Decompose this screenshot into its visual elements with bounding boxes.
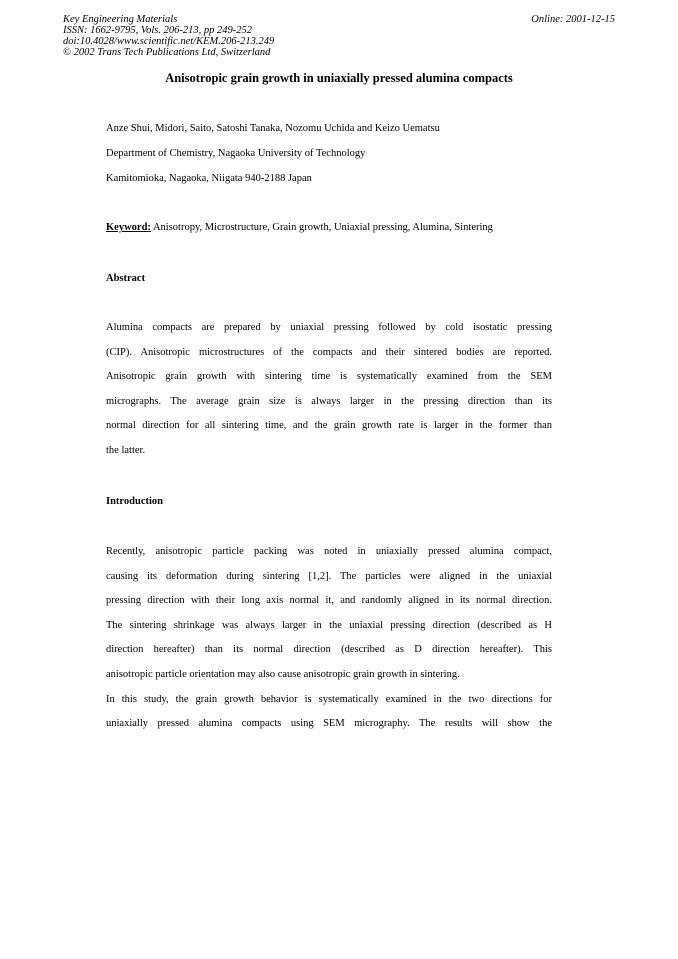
- introduction-line: The sintering shrinkage was always larger in the uniaxial pressing direction (described as H: [106, 619, 552, 631]
- keywords: [106, 220, 552, 235]
- introduction-line: pressing direction with their long axis normal it, and randomly aligned in its normal direction.: [106, 595, 552, 607]
- journal-issn: ISSN: 1662-9795, Vols. 206-213, pp 249-252: [63, 25, 252, 36]
- author-block: [106, 121, 552, 136]
- abstract-heading: Abstract: [106, 273, 146, 284]
- address-block: [106, 171, 552, 186]
- abstract-line: normal direction for all sintering time, and the grain growth rate is larger in the former than: [106, 420, 552, 432]
- online-date: Online: 2001-12-15: [531, 14, 615, 25]
- introduction-line: Recently, anisotropic particle packing was noted in uniaxially pressed alumina compact,: [106, 546, 552, 557]
- affiliation-block: [106, 146, 552, 161]
- authors: Anze Shui, Midori, Saito, Satoshi Tanaka, Nozomu Uchida and Keizo Uematsu: [106, 123, 440, 134]
- introduction-line: uniaxially pressed alumina compacts using SEM micrography. The results will show the: [106, 718, 552, 730]
- keywords-text: Anisotropy, Microstructure, Grain growth, Uniaxial pressing, Alumina, Sintering: [150, 222, 493, 233]
- abstract-line: the latter.: [106, 444, 146, 456]
- address: Kamitomioka, Nagaoka, Niigata 940-2188 Japan: [106, 173, 312, 184]
- journal-name: Key Engineering Materials: [63, 14, 178, 25]
- paper-title: Anisotropic grain growth in uniaxially pressed alumina compacts: [165, 71, 513, 85]
- journal-doi: doi:10.4028/www.scientific.net/KEM.206-213.249: [63, 36, 275, 47]
- abstract-line: (CIP). Anisotropic microstructures of the compacts and their sintered bodies are reported.: [106, 346, 552, 358]
- abstract-line: Anisotropic grain growth with sintering time is systematically examined from the SEM: [106, 371, 552, 383]
- abstract-body: [106, 320, 552, 468]
- introduction-body: [106, 544, 552, 741]
- abstract-line: Alumina compacts are prepared by uniaxial pressing followed by cold isostatic pressing: [106, 322, 552, 333]
- introduction-line: In this study, the grain growth behavior is systematically examined in the two directions for: [106, 693, 552, 705]
- keywords-label: Keyword:: [106, 222, 151, 233]
- journal-copyright: © 2002 Trans Tech Publications Ltd, Switzerland: [63, 47, 271, 58]
- introduction-heading: Introduction: [106, 496, 163, 507]
- abstract-line: micrographs. The average grain size is always larger in the pressing direction than its: [106, 395, 552, 407]
- abstract-heading-block: [106, 271, 552, 286]
- introduction-line: causing its deformation during sintering [1,2]. The particles were aligned in the uniaxial: [106, 570, 552, 582]
- introduction-heading-block: [106, 494, 552, 509]
- affiliation: Department of Chemistry, Nagaoka University of Technology: [106, 148, 366, 159]
- introduction-line: anisotropic particle orientation may also cause anisotropic grain growth in sintering.: [106, 668, 460, 680]
- introduction-line: direction hereafter) than its normal direction (described as D direction hereafter). This: [106, 644, 552, 656]
- journal-header: [63, 14, 274, 58]
